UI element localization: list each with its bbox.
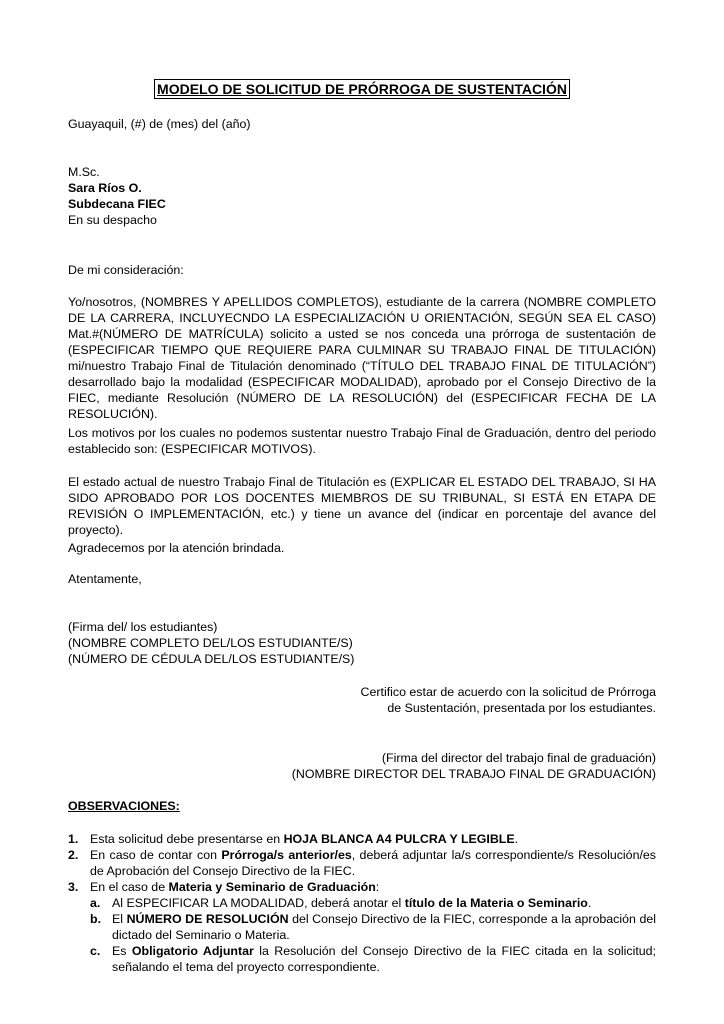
document-title: MODELO DE SOLICITUD DE PRÓRROGA DE SUSTENTACIÓN <box>154 79 570 99</box>
certification-line-1: Certifico estar de acuerdo con la solicitud de Prórroga <box>360 685 656 699</box>
director-signature-line: (Firma del director del trabajo final de graduación) <box>381 751 656 765</box>
recipient-location: En su despacho <box>68 213 157 227</box>
student-id-number: (NÚMERO DE CÉDULA DEL/LOS ESTUDIANTE/S) <box>68 652 355 666</box>
recipient-honorific: M.Sc. <box>68 165 100 179</box>
director-full-name: (NOMBRE DIRECTOR DEL TRABAJO FINAL DE GRADUACIÓN) <box>291 767 656 781</box>
date-line: Guayaquil, (#) de (mes) del (año) <box>68 117 251 131</box>
observation-text: En caso de contar con <box>90 848 222 862</box>
title-wrapper <box>0 79 724 99</box>
recipient-name: Sara Ríos O. <box>68 181 142 195</box>
subitem-letter: a. <box>90 896 101 910</box>
subitem-text: Al ESPECIFICAR LA MODALIDAD, deberá anotar el <box>112 896 405 910</box>
greeting: De mi consideración: <box>68 263 184 277</box>
observation-item <box>68 879 656 895</box>
observations-heading: OBSERVACIONES: <box>68 799 180 813</box>
subitem-text: El <box>112 912 127 926</box>
subitem-emphasis: Obligatorio Adjuntar <box>131 944 254 958</box>
observations-list <box>68 831 656 975</box>
director-signature-block <box>68 750 656 782</box>
subitem-text: Es <box>112 944 132 958</box>
body-paragraph-request: Yo/nosotros, (NOMBRES Y APELLIDOS COMPLETOS), estudiante de la carrera (NOMBRE COMPLETO DE LA CARRERA, INCLUYECNDO LA ESPECIALIZACIÓN U ORIENTACIÓN, SEGÚN SEA EL CASO) Mat.#(NÚMERO DE MATRÍCULA) solicito a usted se nos conceda una prórroga de sustentación de (ESPECIFICAR TIEMPO QUE REQUIERE PARA CULMINAR SU TRABAJO FINAL DE TITULACIÓN) mi/nuestro Trabajo Final de Titulación denominado (“TÍTULO DEL TRABAJO FINAL DE TITULACIÓN”) desarrollado bajo la modalidad (ESPECIFICAR MODALIDAD), aprobado por el Consejo Directivo de la FIEC, mediante Resolución (NÚMERO DE LA RESOLUCIÓN) del (ESPECIFICAR FECHA DE LA RESOLUCIÓN). <box>68 295 656 421</box>
observation-text: : <box>375 880 380 894</box>
observation-subitem <box>90 943 656 975</box>
observation-emphasis: Materia y Seminario de Graduación <box>168 880 376 894</box>
observation-number: 1. <box>68 832 79 846</box>
thanks-line: Agradecemos por la atención brindada. <box>68 541 285 555</box>
certification-line-2: de Sustentación, presentada por los estudiantes. <box>387 701 656 715</box>
subitem-text: la Resolución del Consejo Directivo de la FIEC citada en la solicitud; señalando el tema del proyecto correspondiente. <box>112 944 657 974</box>
student-signature-block <box>68 619 656 667</box>
subitem-text: del Consejo Directivo de la FIEC, corresponde a la aprobación del dictado del Seminario o Materia. <box>112 912 656 942</box>
observation-text: Esta solicitud debe presentarse en <box>90 832 284 846</box>
closing-line: Atentamente, <box>68 572 142 586</box>
observation-text: En el caso de <box>90 880 169 894</box>
student-full-name: (NOMBRE COMPLETO DEL/LOS ESTUDIANTE/S) <box>68 636 353 650</box>
subitem-letter: c. <box>90 944 101 958</box>
certification-block <box>68 684 656 716</box>
subitem-emphasis: título de la Materia o Seminario <box>404 896 588 910</box>
body-paragraph-reasons: Los motivos por los cuales no podemos sustentar nuestro Trabajo Final de Graduación, dentro del periodo establecido son: (ESPECIFICAR MOTIVOS). <box>68 426 656 456</box>
observation-item <box>68 831 656 847</box>
subitem-emphasis: NÚMERO DE RESOLUCIÓN <box>126 912 289 926</box>
subitem-letter: b. <box>90 912 102 926</box>
observation-emphasis: Prórroga/s anterior/es <box>221 848 352 862</box>
body-paragraph-status: El estado actual de nuestro Trabajo Final de Titulación es (EXPLICAR EL ESTADO DEL TRABAJO, SI HA SIDO APROBADO POR LOS DOCENTES MIEMBROS DE SU TRIBUNAL, SI ESTÁ EN ETAPA DE REVISIÓN O IMPLEMENTACIÓN, etc.) y tiene un avance del (indicar en porcentaje del avance del proyecto). <box>68 475 656 537</box>
subitem-text: . <box>587 896 592 910</box>
observation-text: , deberá adjuntar la/s correspondiente/s Resolución/es de Aprobación del Consejo Directivo de la FIEC. <box>90 848 656 878</box>
student-signature-line: (Firma del/ los estudiantes) <box>68 620 218 634</box>
recipient-block <box>68 164 656 228</box>
observation-text: . <box>514 832 519 846</box>
observation-emphasis: HOJA BLANCA A4 PULCRA Y LEGIBLE <box>283 832 515 846</box>
observation-number: 2. <box>68 848 79 862</box>
observation-subitem <box>90 895 656 911</box>
observation-subitem <box>90 911 656 943</box>
recipient-position: Subdecana FIEC <box>68 197 166 211</box>
observation-number: 3. <box>68 880 79 894</box>
observation-item <box>68 847 656 879</box>
